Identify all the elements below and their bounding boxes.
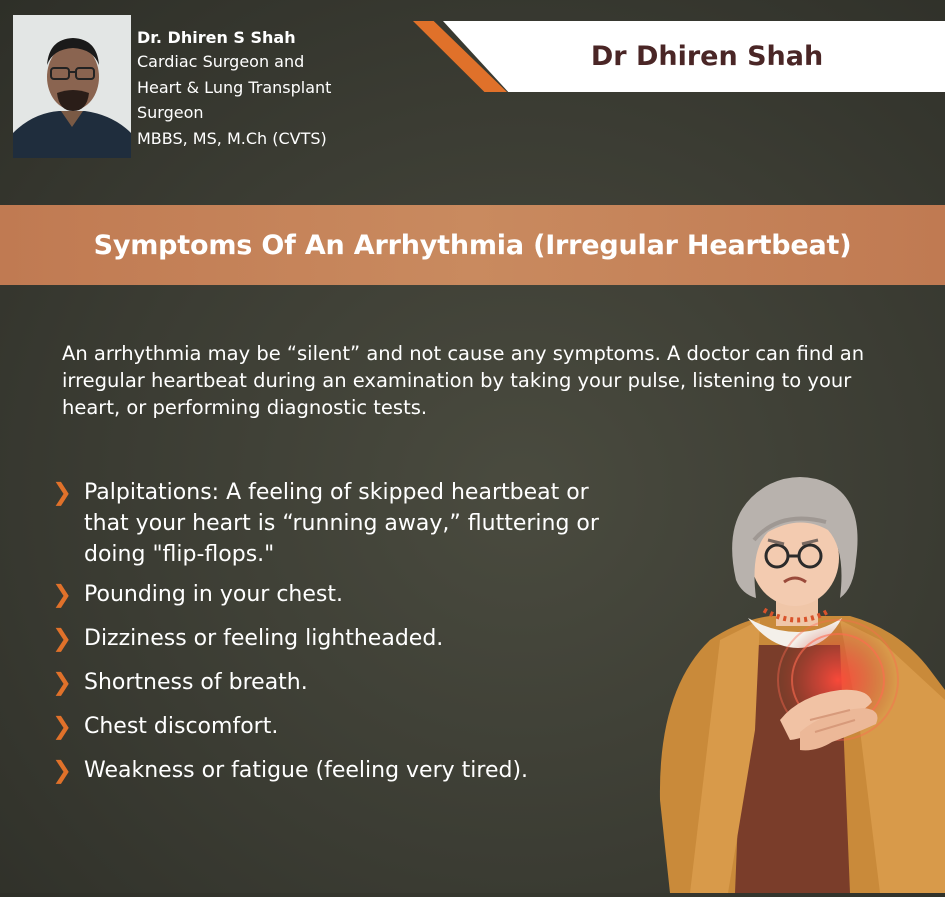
doctor-qualifications: MBBS, MS, M.Ch (CVTS) (137, 128, 327, 148)
symptom-text: Pounding in your chest. (84, 582, 343, 607)
list-item (52, 579, 632, 610)
intro-paragraph: An arrhythmia may be “silent” and not cause any symptoms. A doctor can find an irregular heartbeat during an examination by taking your pulse, listening to your heart, or performing diagnostic tests. (62, 342, 865, 419)
doctor-title-line: Cardiac Surgeon and (137, 52, 305, 71)
symptom-text: Dizziness or feeling lightheaded. (84, 626, 444, 651)
list-item (52, 667, 632, 698)
woman-chest-pain-illustration (650, 470, 945, 893)
doctor-title-line: Heart & Lung Transplant (137, 77, 332, 97)
symptom-text: Shortness of breath. (84, 670, 308, 695)
chevron-right-icon: ❯ (52, 756, 73, 784)
doctor-info (137, 27, 367, 151)
doctor-photo (13, 15, 131, 158)
symptom-text: Palpitations: A feeling of skipped heartbeat or that your heart is “running away,” fluttering or doing "flip-flops." (84, 480, 599, 567)
banner-name: Dr Dhiren Shah (590, 41, 824, 72)
doctor-title-line: Surgeon (137, 103, 204, 122)
chevron-right-icon: ❯ (52, 712, 73, 740)
symptom-text: Chest discomfort. (84, 714, 279, 739)
heading-bar (0, 205, 945, 285)
symptom-text: Weakness or fatigue (feeling very tired). (84, 758, 529, 783)
list-item (52, 623, 632, 654)
chevron-right-icon: ❯ (52, 624, 73, 652)
list-item (52, 477, 632, 570)
list-item (52, 711, 632, 742)
chevron-right-icon: ❯ (52, 478, 73, 506)
doctor-name: Dr. Dhiren S Shah (137, 28, 296, 47)
symptom-list (52, 477, 632, 786)
chevron-right-icon: ❯ (52, 668, 73, 696)
chevron-right-icon: ❯ (52, 580, 73, 608)
list-item (52, 755, 632, 786)
page-title: Symptoms Of An Arrhythmia (Irregular Heartbeat) (93, 229, 852, 261)
